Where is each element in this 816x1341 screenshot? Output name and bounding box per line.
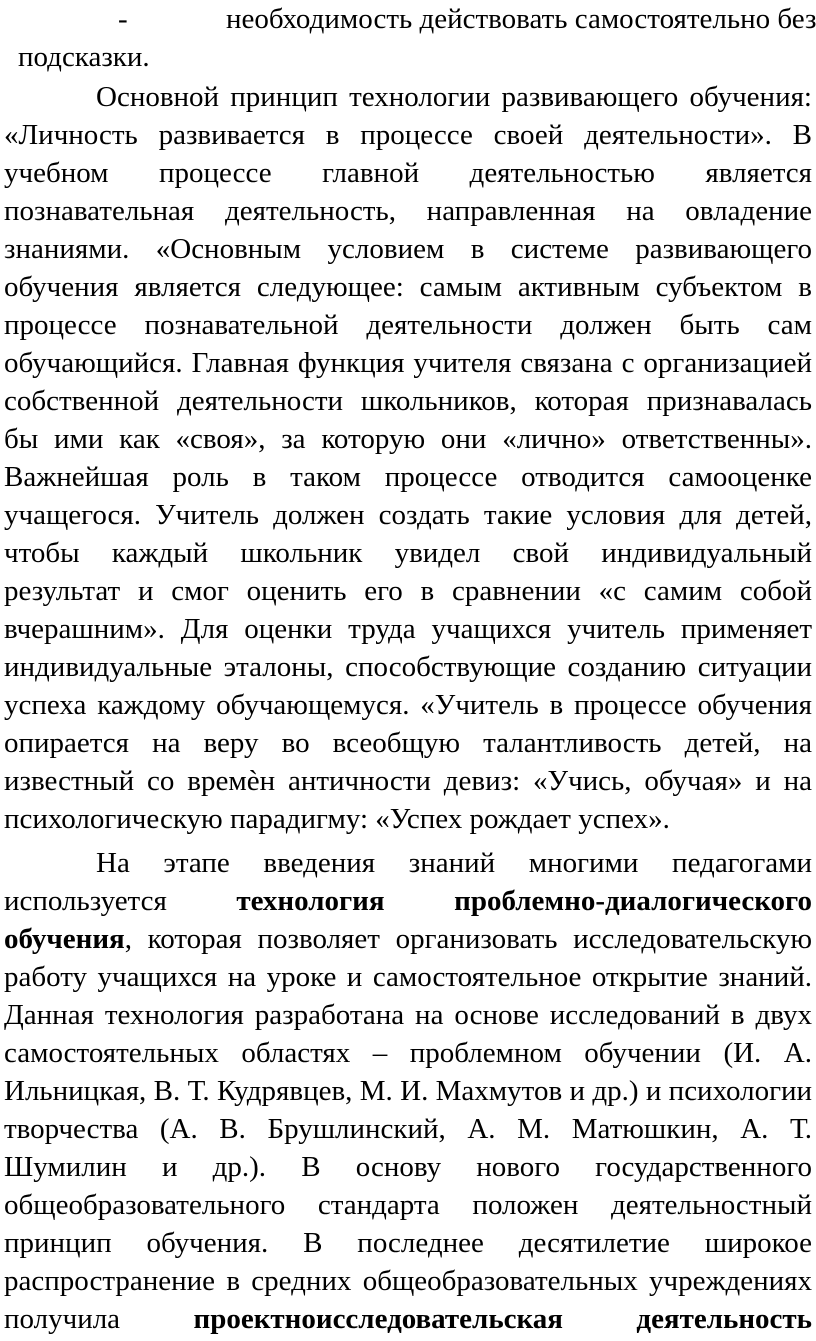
- paragraph-1-line: результат и смог оценить его в сравнении «с самим собой: [4, 575, 812, 607]
- paragraph-1-line: «Личность развивается в процессе своей деятельности». В: [4, 119, 812, 151]
- paragraph-1-line: обучающийся. Главная функция учителя связана с организацией: [4, 347, 812, 379]
- bold-term-learning: обучения: [4, 923, 125, 955]
- paragraph-1-line: вчерашним». Для оценки труда учащихся учитель применяет: [4, 613, 812, 645]
- paragraph-2-text: , которая позволяет организовать исследовательскую: [124, 923, 812, 955]
- paragraph-1-line: Основной принцип технологии развивающего обучения:: [96, 81, 812, 113]
- paragraph-2-line: распространение в средних общеобразовательных учреждениях: [4, 1265, 812, 1297]
- paragraph-1-line: бы ими как «своя», за которую они «лично» ответственны».: [4, 423, 812, 455]
- paragraph-2-line: Данная технология разработана на основе исследований в двух: [4, 999, 812, 1031]
- paragraph-1-line: Важнейшая роль в таком процессе отводится самооценке: [4, 461, 812, 493]
- list-bullet-dash: -: [118, 3, 128, 35]
- paragraph-1-line: познавательная деятельность, направленная на овладение: [4, 195, 812, 227]
- paragraph-2-line: Ильницкая, В. Т. Кудрявцев, М. И. Махмутов и др.) и психологии: [4, 1075, 812, 1107]
- paragraph-2-line: самостоятельных областях – проблемном обучении (И. А.: [4, 1037, 812, 1069]
- paragraph-1-line: учебном процессе главной деятельностью является: [4, 157, 812, 189]
- bold-term-project-research: проектноисследовательская деятельность: [193, 1303, 813, 1335]
- paragraph-2-text: используется: [4, 885, 167, 917]
- paragraph-1-line: психологическую парадигму: «Успех рождает успех».: [4, 803, 670, 835]
- paragraph-1-line: опирается на веру во всеобщую талантливость детей, на: [4, 727, 812, 759]
- paragraph-2-line: работу учащихся на уроке и самостоятельное открытие знаний.: [4, 961, 812, 993]
- paragraph-1-line: известный со времѐн античности девиз: «Учись, обучая» и на: [4, 765, 812, 797]
- paragraph-2-line: общеобразовательного стандарта положен деятельностный: [4, 1189, 812, 1221]
- paragraph-1-line: знаниями. «Основным условием в системе развивающего: [4, 233, 812, 265]
- paragraph-2-line: творчества (А. В. Брушлинский, А. М. Матюшкин, А. Т.: [4, 1113, 812, 1145]
- bold-term-technology: технология проблемно-диалогического: [236, 885, 812, 917]
- list-item-continuation: подсказки.: [18, 41, 150, 73]
- paragraph-2-line: [4, 1300, 812, 1338]
- paragraph-2-line: [4, 920, 812, 958]
- paragraph-1-line: учащегося. Учитель должен создать такие условия для детей,: [4, 499, 812, 531]
- paragraph-1-line: чтобы каждый школьник увидел свой индивидуальный: [4, 537, 812, 569]
- paragraph-2-line: Шумилин и др.). В основу нового государственного: [4, 1151, 812, 1183]
- paragraph-2-text: получила: [4, 1303, 121, 1335]
- paragraph-1-line: индивидуальные эталоны, способствующие созданию ситуации: [4, 651, 812, 683]
- paragraph-2-line: принцип обучения. В последнее десятилетие широкое: [4, 1227, 812, 1259]
- paragraph-2-line: [4, 882, 812, 920]
- paragraph-1-line: обучения является следующее: самым активным субъектом в: [4, 271, 812, 303]
- paragraph-1-line: собственной деятельности школьников, которая признавалась: [4, 385, 812, 417]
- paragraph-1-line: процессе познавательной деятельности должен быть сам: [4, 309, 812, 341]
- paragraph-2-line: На этапе введения знаний многими педагогами: [96, 847, 812, 879]
- list-item-text: необходимость действовать самостоятельно без: [226, 3, 816, 35]
- paragraph-1-line: успеха каждому обучающемуся. «Учитель в процессе обучения: [4, 689, 812, 721]
